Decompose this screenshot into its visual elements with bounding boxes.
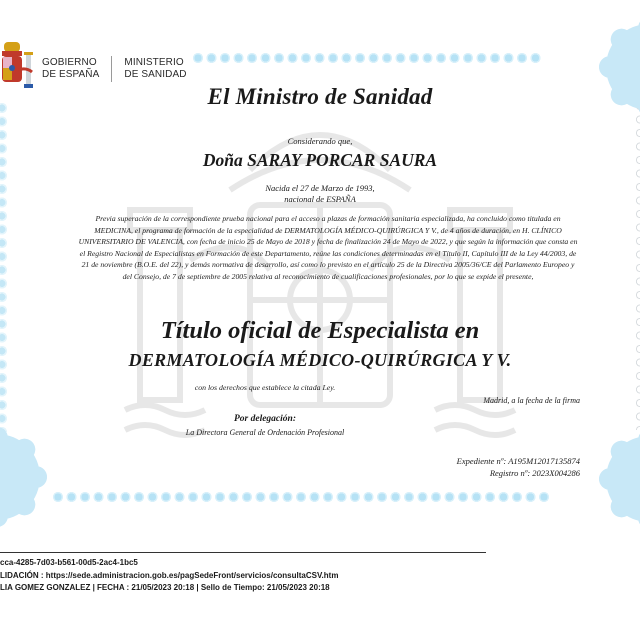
holder-name: Doña SARAY PORCAR SAURA [202, 150, 438, 170]
nationality: nacional de ESPAÑA [284, 194, 356, 204]
validation-url[interactable]: LIDACIÓN : https://sede.administracion.gob.es/pagSedeFront/servicios/consultaCSV.htm [0, 570, 339, 580]
csv-code: cca-4285-7d03-b561-00d5-2ac4-1bc5 [0, 558, 138, 567]
birth-info [0, 183, 640, 205]
bottom-dot-border [52, 491, 552, 503]
certificate-body: Previa superación de la correspondiente prueba nacional para el acceso a plazas de formación sanitaria especializada, ha concluido como titulada en MEDICINA, el programa de formación de la especialidad de DERMATOLOGÍA MÉDICO-QUIRÚRGICA Y V., de 4 años de duración, en H. CLÍNICO UNIVERSITARIO DE VALENCIA, con fecha de inicio 25 de Mayo de 2018 y fecha de finalización 24 de Mayo de 2022, y que según la información que consta en el Registro Nacional de Especialistas en Formación de este Departamento, reúne las condiciones determinadas en el Título II, Capítulo III de la Ley 44/2003, de 21 de noviembre (B.O.E. del 22), y demás normativa de desarrollo, así como lo previsto en el artículo 25 de la Directiva 2005/36/CE del Parlamento Europeo y del Consejo, de 7 de septiembre de 2005 relativa al reconocimiento de cualificaciones profesionales, por lo que se expide el presente, [78, 214, 578, 281]
expediente-number: Expediente nº: A195M12017135874 [456, 456, 580, 466]
bottom-right-seal [606, 436, 640, 522]
reference-numbers [457, 455, 580, 479]
electronic-signature-footer [0, 557, 338, 595]
bottom-left-seal [0, 434, 40, 520]
signature-info: LIA GOMEZ GONZALEZ | FECHA : 21/05/2023 20:18 | Sello de Tiempo: 21/05/2023 20:18 [0, 583, 330, 592]
birth-date: Nacida el 27 de Marzo de 1993, [265, 183, 375, 193]
header-divider [111, 56, 112, 82]
official-title: Título oficial de Especialista en [160, 317, 480, 344]
rights-text: con los derechos que establece la citada Ley. [194, 383, 336, 392]
certificate-title: El Ministro de Sanidad [207, 84, 433, 109]
footer-divider [0, 552, 486, 553]
specialty-name: DERMATOLOGÍA MÉDICO-QUIRÚRGICA Y V. [128, 350, 512, 370]
delegation-label: Por delegación: [233, 414, 296, 424]
ministry-label: MINISTERIO DE SANIDAD [124, 57, 187, 80]
registro-number: Registro nº: 2023X004286 [489, 468, 580, 478]
signatory-title: La Directora General de Ordenación Profesional [185, 428, 345, 437]
top-dot-border [192, 52, 544, 64]
government-label: GOBIERNO DE ESPAÑA [42, 57, 100, 80]
considering-text: Considerando que, [287, 136, 353, 146]
place-date: Madrid, a la fecha de la firma [483, 396, 580, 405]
